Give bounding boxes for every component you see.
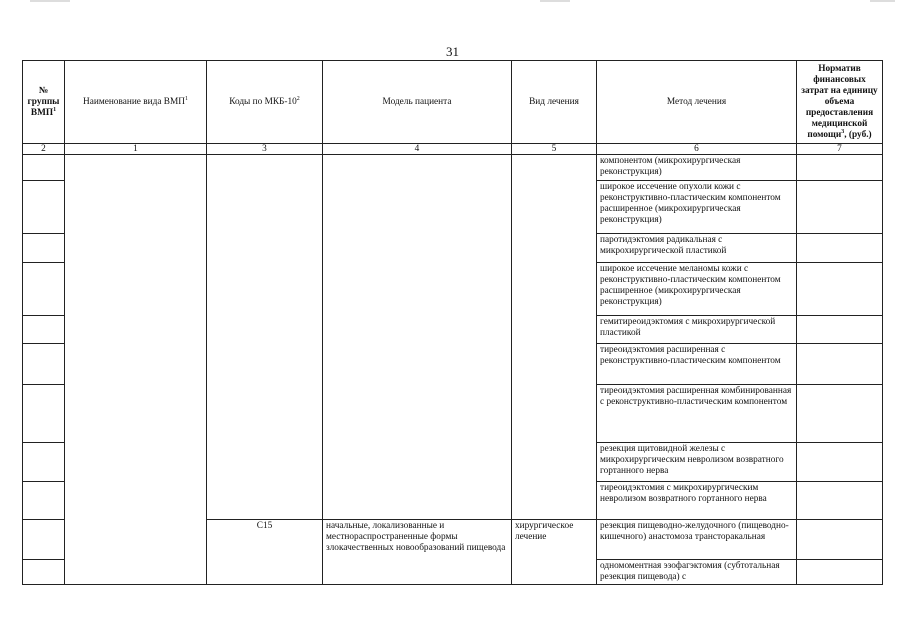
header-treatment-method: Метод лечения [597, 61, 797, 144]
cost-norm-cell [797, 234, 883, 263]
group-number-cell [23, 263, 65, 316]
treatment-method-cell: широкое иссечение меланомы кожи с реконструктивно-пластическим компонентом расширенное (микрохирургическая реконструкция) [597, 263, 797, 316]
treatment-method-cell: одномоментная эзофагэктомия (субтотальная резекция пищевода) с [597, 560, 797, 585]
group-number-cell [23, 316, 65, 344]
table-row [23, 155, 883, 181]
treatment-method-cell: резекция щитовидной железы с микрохирургическим невролизом возвратного гортанного нерва [597, 443, 797, 482]
group-number-cell [23, 155, 65, 181]
treatment-method-cell: компонентом (микрохирургическая реконструкция) [597, 155, 797, 181]
cost-norm-cell [797, 443, 883, 482]
header-cost-norm: Норматив финансовых затрат на единицу объема предоставления медицинской помощи$^3$, (руб.) [797, 61, 883, 144]
header-vmp-name: Наименование вида ВМП$^1$ [65, 61, 207, 144]
treatment-method-cell: тиреоидэктомия расширенная с реконструктивно-пластическим компонентом [597, 344, 797, 385]
group-number-cell [23, 482, 65, 520]
icd-codes-cell [207, 155, 323, 520]
vmp-table [22, 60, 883, 585]
group-number-cell [23, 443, 65, 482]
icd-code-c15: C15 [207, 520, 323, 585]
treatment-method-cell: гемитиреоидэктомия с микрохирургической пластикой [597, 316, 797, 344]
group-number-cell [23, 520, 65, 560]
treatment-method-cell: тиреоидэктомия с микрохирургическим невролизом возвратного гортанного нерва [597, 482, 797, 520]
group-number-cell [23, 385, 65, 443]
header-row [23, 61, 883, 144]
header-treatment-type: Вид лечения [512, 61, 597, 144]
patient-model-cell [323, 155, 512, 520]
header-group-number: № группы ВМП$^1$ [23, 61, 65, 144]
treatment-method-cell: тиреоидэктомия расширенная комбинированная с реконструктивно-пластическим компонентом [597, 385, 797, 443]
treatment-method-cell: широкое иссечение опухоли кожи с реконструктивно-пластическим компонентом расширенное (микрохирургическая реконструкция) [597, 181, 797, 234]
treatment-type-c15: хирургическое лечение [512, 520, 597, 585]
cost-norm-cell [797, 385, 883, 443]
column-number: 7 [797, 144, 883, 155]
group-number-cell [23, 181, 65, 234]
group-number-cell [23, 344, 65, 385]
treatment-method-cell: паротидэктомия радикальная с микрохирургической пластикой [597, 234, 797, 263]
cost-norm-cell [797, 344, 883, 385]
cost-norm-cell [797, 316, 883, 344]
column-number: 5 [512, 144, 597, 155]
vmp-name-cell [65, 155, 207, 585]
treatment-method-cell: резекция пищеводно-желудочного (пищеводно-кишечного) анастомоза трансторакальная [597, 520, 797, 560]
group-number-cell [23, 234, 65, 263]
cost-norm-cell [797, 560, 883, 585]
header-icd-codes: Коды по МКБ-$10^2$ [207, 61, 323, 144]
column-number: 6 [597, 144, 797, 155]
header-patient-model: Модель пациента [323, 61, 512, 144]
column-number-row [23, 144, 883, 155]
cost-norm-cell [797, 155, 883, 181]
scan-artifact [870, 0, 895, 2]
column-number: 3 [207, 144, 323, 155]
group-number-cell [23, 560, 65, 585]
column-number: 4 [323, 144, 512, 155]
page-number: 31 [446, 44, 459, 59]
treatment-type-cell [512, 155, 597, 520]
cost-norm-cell [797, 520, 883, 560]
cost-norm-cell [797, 482, 883, 520]
scan-artifact [540, 0, 570, 2]
column-number: 1 [65, 144, 207, 155]
scan-artifact [30, 0, 70, 2]
cost-norm-cell [797, 263, 883, 316]
column-number: 2 [23, 144, 65, 155]
patient-model-c15: начальные, локализованные и местнораспространенные формы злокачественных новообразований пищевода [323, 520, 512, 585]
cost-norm-cell [797, 181, 883, 234]
